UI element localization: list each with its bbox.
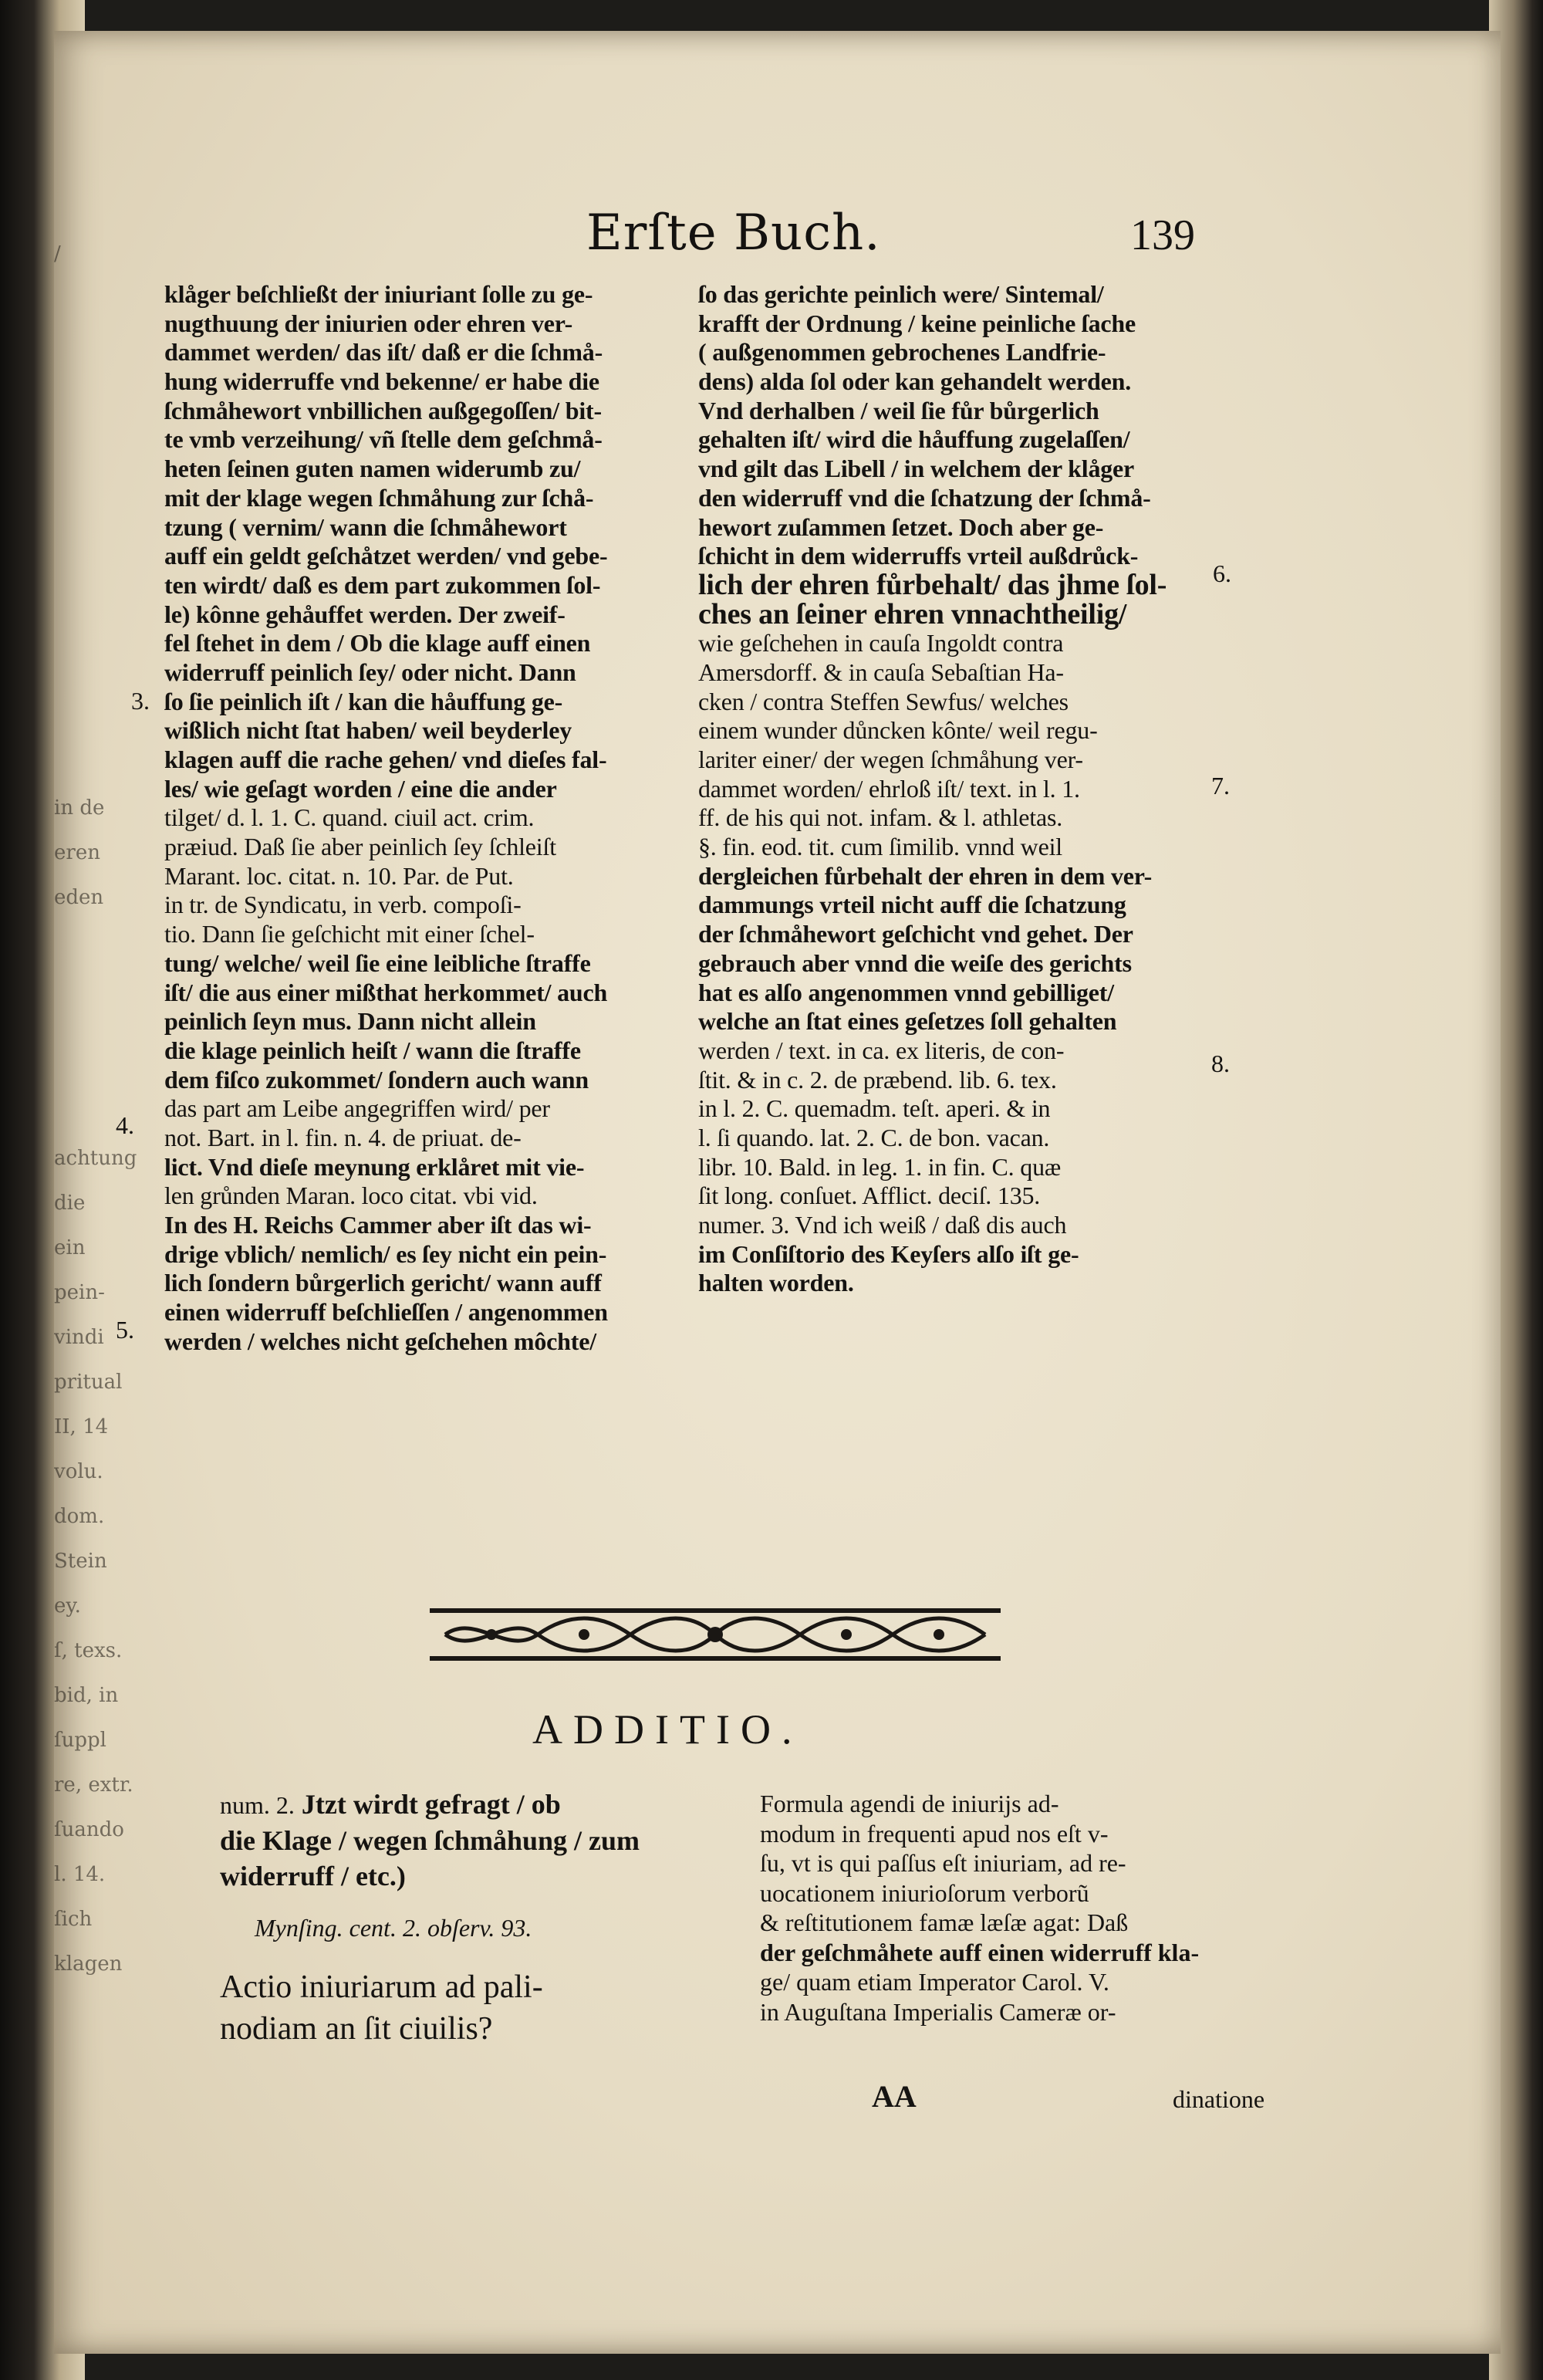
left-column-line: ſo ſie peinlich iſt / kan die håuffung ge- — [164, 687, 563, 715]
facing-margin-fragment: ey. — [54, 1594, 81, 1618]
facing-margin-fragment: in de — [54, 796, 105, 820]
left-column-line: fel ſtehet in dem / Ob die klage auff einen — [164, 629, 591, 658]
left-column-line: die klage peinlich heiſt / wann die ſtraffe — [164, 1036, 581, 1064]
addition-right-block — [760, 1789, 1269, 2027]
right-column-line: den widerruff vnd die ſchatzung der ſchmå- — [698, 483, 1151, 512]
addition-right-line: Formula agendi de iniurijs ad- — [760, 1790, 1059, 1817]
right-column-line: ff. de his qui not. infam. & l. athletas. — [698, 803, 1063, 832]
left-column-line: lich ſondern bůrgerlich gericht/ wann auff — [164, 1269, 602, 1297]
facing-margin-fragment: eden — [54, 886, 104, 909]
facing-margin-fragment: dom. — [54, 1505, 105, 1528]
signature-mark: AA — [872, 2079, 917, 2114]
margin-number-5: 5. — [116, 1316, 134, 1344]
right-column-line: numer. 3. Vnd ich weiß / daß dis auch — [698, 1211, 1067, 1239]
facing-margin-fragment: Stein — [54, 1550, 107, 1573]
right-column-line: hewort zuſammen ſetzet. Doch aber ge- — [698, 512, 1104, 541]
right-column-line: dammet worden/ ehrloß iſt/ text. in l. 1. — [698, 774, 1080, 803]
page-header — [54, 205, 1501, 289]
latin-question-2: nodiam an ſit ciuilis? — [220, 2011, 493, 2047]
left-column-line: mit der klage wegen ſchmåhung zur ſchå- — [164, 483, 594, 512]
addition-question-line2: die Klage / wegen ſchmåhung / zum — [220, 1825, 640, 1856]
right-column-line: dergleichen fůrbehalt der ehren in dem ver- — [698, 861, 1153, 890]
latin-question-1: Actio iniuriarum ad pali- — [220, 1969, 543, 2005]
right-column-line: hat es alſo angenommen vnnd gebilliget/ — [698, 978, 1114, 1006]
facing-margin-fragment: ſ, texs. — [54, 1639, 123, 1662]
facing-margin-fragment: bid, in — [54, 1684, 119, 1707]
addition-question-line3: widerruff / etc.) — [220, 1861, 406, 1891]
left-column-line: in tr. de Syndicatu, in verb. compoſi- — [164, 891, 522, 919]
right-column-line: krafft der Ordnung / keine peinliche ſache — [698, 309, 1136, 337]
left-column-line: klåger beſchließt der iniuriant ſolle zu ge- — [164, 280, 593, 308]
facing-margin-fragment: pritual — [54, 1371, 123, 1394]
right-column-line: §. fin. eod. tit. cum ſimilib. vnnd weil — [698, 833, 1062, 861]
right-column-line: l. ſi quando. lat. 2. C. de bon. vacan. — [698, 1123, 1050, 1151]
right-text-column — [698, 280, 1281, 1298]
left-column-line: not. Bart. in l. fin. n. 4. de priuat. de- — [164, 1123, 522, 1151]
page-number: 139 — [1130, 211, 1195, 259]
addition-question-line1 — [220, 1787, 752, 1823]
margin-number-4: 4. — [116, 1111, 134, 1139]
right-column-line: dens) alda ſol oder kan gehandelt werden. — [698, 367, 1132, 396]
left-column-line: tzung ( vernim/ wann die ſchmåhewort — [164, 512, 567, 541]
facing-margin-fragment: klagen — [54, 1952, 123, 1976]
right-column-line: der ſchmåhewort geſchicht vnd gehet. Der — [698, 920, 1133, 948]
facing-margin-fragment: ein — [54, 1236, 86, 1259]
addition-left-block — [220, 1787, 752, 2050]
left-column-line: dammet werden/ das iſt/ daß er die ſchmå- — [164, 338, 603, 367]
left-column-line: In des H. Reichs Cammer aber iſt das wi- — [164, 1211, 592, 1239]
margin-number-8: 8. — [1211, 1050, 1230, 1077]
facing-margin-fragment: eren — [54, 841, 100, 864]
addition-right-line: ſu, vt is qui paſſus eſt iniuriam, ad re- — [760, 1849, 1126, 1877]
addition-reference: Mynſing. cent. 2. obſerv. 93. — [255, 1914, 532, 1942]
catchword: dinatione — [1173, 2085, 1265, 2113]
num-label: num. 2. — [220, 1791, 295, 1819]
left-column-line: præiud. Daß ſie aber peinlich ſey ſchleiſt — [164, 833, 556, 861]
left-column-line: das part am Leibe angegriffen wird/ per — [164, 1094, 550, 1123]
running-title: Erſte Buch. — [586, 205, 881, 262]
book-page — [54, 31, 1501, 2354]
left-column-line: tio. Dann ſie geſchicht mit einer ſchel- — [164, 920, 535, 948]
margin-number-3: 3. — [131, 687, 150, 715]
left-column-line: les/ wie geſagt worden / eine die ander — [164, 774, 557, 803]
facing-margin-fragment: II, 14 — [54, 1415, 109, 1438]
right-column-line: ſit long. conſuet. Afflict. deciſ. 135. — [698, 1182, 1041, 1210]
right-column-line: lariter einer/ der wegen ſchmåhung ver- — [698, 745, 1083, 773]
left-column-line: hung widerruffe vnd bekenne/ er habe die — [164, 367, 599, 396]
left-column-line: lict. Vnd dieſe meynung erklåret mit vie- — [164, 1152, 585, 1181]
facing-margin-fragment: die — [54, 1192, 86, 1215]
question-text-1: Jtzt wirdt gefragt / ob — [301, 1789, 561, 1820]
right-column-line: wie geſchehen in cauſa Ingoldt contra — [698, 629, 1064, 658]
right-column-line: gehalten iſt/ wird die håuffung zugelaſſen/ — [698, 425, 1130, 454]
right-column-line: dammungs vrteil nicht auff die ſchatzung — [698, 891, 1126, 919]
left-column-line: auff ein geldt geſchåtzet werden/ vnd gebe- — [164, 542, 608, 570]
left-column-line: klagen auff die rache gehen/ vnd dieſes fal- — [164, 745, 607, 773]
left-column-line: Marant. loc. citat. n. 10. Par. de Put. — [164, 861, 514, 890]
left-text-column — [164, 280, 743, 1356]
left-column-line: te vmb verzeihung/ vñ ſtelle dem geſchmå- — [164, 425, 603, 454]
right-column-line: ſchicht in dem widerruffs vrteil außdrůck- — [698, 542, 1139, 570]
facing-margin-fragment: ſich — [54, 1908, 93, 1931]
right-column-line: halten worden. — [698, 1269, 854, 1297]
right-column-line: Vnd derhalben / weil ſie fůr bůrgerlich — [698, 396, 1099, 424]
addition-right-line: uocationem iniurioſorum verborũ — [760, 1878, 1089, 1907]
facing-margin-fragment: achtung — [54, 1147, 137, 1170]
right-column-line: in l. 2. C. quemadm. teſt. aperi. & in — [698, 1094, 1051, 1123]
left-column-line: iſt/ die aus einer mißthat herkommet/ auch — [164, 978, 608, 1006]
left-column-line: peinlich ſeyn mus. Dann nicht allein — [164, 1007, 536, 1036]
left-column-line: ſchmåhewort vnbillichen außgegoſſen/ bit- — [164, 396, 602, 424]
right-column-line: welche an ſtat eines geſetzes ſoll gehalten — [698, 1007, 1117, 1036]
addition-right-line: der geſchmåhete auff einen widerruff kla- — [760, 1938, 1200, 1966]
left-column-line: einen widerruff beſchlieſſen / angenommen — [164, 1298, 608, 1327]
right-column-line: Amersdorff. & in cauſa Sebaſtian Ha- — [698, 658, 1064, 686]
right-column-line: werden / text. in ca. ex literis, de con- — [698, 1036, 1065, 1064]
right-column-line: einem wunder důncken kônte/ weil regu- — [698, 716, 1098, 745]
right-column-line: ( außgenommen gebrochenes Landfrie- — [698, 338, 1106, 367]
facing-page-margin — [54, 232, 154, 1986]
left-column-line: tilget/ d. l. 1. C. quand. ciuil act. crim. — [164, 803, 535, 832]
left-column-line: drige vblich/ nemlich/ es ſey nicht ein pein- — [164, 1239, 607, 1268]
left-column-line: wißlich nicht ſtat haben/ weil beyderley — [164, 716, 572, 745]
addition-heading: ADDITIO. — [532, 1706, 803, 1753]
addition-right-line: in Auguſtana Imperialis Cameræ or- — [760, 1997, 1116, 2026]
margin-number-6: 6. — [1213, 560, 1231, 587]
left-column-line: ten wirdt/ daß es dem part zukommen ſol- — [164, 570, 601, 599]
right-column-line: lich der ehren fůrbehalt/ das jhme ſol- — [698, 568, 1167, 601]
left-column-line: widerruff peinlich ſey/ oder nicht. Dann — [164, 658, 576, 686]
facing-margin-fragment: / — [54, 242, 61, 265]
right-column-line: ſtit. & in c. 2. de præbend. lib. 6. tex. — [698, 1065, 1057, 1094]
right-column-line: ches an ſeiner ehren vnnachtheilig/ — [698, 597, 1127, 630]
left-column-line: tung/ welche/ weil ſie eine leibliche ſtraffe — [164, 948, 591, 977]
left-column-line: len grůnden Maran. loco citat. vbi vid. — [164, 1182, 538, 1210]
right-column-line: im Conſiſtorio des Keyſers alſo iſt ge- — [698, 1239, 1079, 1268]
left-column-line: le) kônne gehåuffet werden. Der zweif- — [164, 600, 566, 628]
right-column-line: cken / contra Steffen Sewfus/ welches — [698, 687, 1069, 715]
addition-right-line: ge/ quam etiam Imperator Carol. V. — [760, 1968, 1109, 1996]
facing-margin-fragment: ſuppl — [54, 1729, 106, 1752]
facing-margin-fragment: re, extr. — [54, 1773, 133, 1797]
left-column-line: dem fiſco zukommet/ ſondern auch wann — [164, 1065, 589, 1094]
left-column-line: heten ſeinen guten namen widerumb zu/ — [164, 455, 581, 483]
right-column-line: ſo das gerichte peinlich were/ Sintemal/ — [698, 280, 1104, 308]
right-column-line: libr. 10. Bald. in leg. 1. in fin. C. quæ — [698, 1152, 1062, 1181]
addition-right-line: & reſtitutionem famæ læſæ agat: Daß — [760, 1908, 1129, 1936]
margin-number-7: 7. — [1211, 772, 1230, 800]
facing-margin-fragment: ſuando — [54, 1818, 124, 1841]
addition-right-line: modum in frequenti apud nos eſt v- — [760, 1819, 1109, 1848]
facing-margin-fragment: volu. — [54, 1460, 103, 1483]
left-column-line: werden / welches nicht geſchehen môchte/ — [164, 1327, 596, 1355]
right-column-line: vnd gilt das Libell / in welchem der klåger — [698, 455, 1135, 483]
ornamental-divider — [430, 1605, 1001, 1664]
facing-margin-fragment: l. 14. — [54, 1863, 106, 1886]
facing-margin-fragment: pein- — [54, 1281, 105, 1304]
left-column-line: nugthuung der iniurien oder ehren ver- — [164, 309, 573, 337]
right-column-line: gebrauch aber vnnd die weiſe des gerichts — [698, 948, 1132, 977]
facing-margin-fragment: vindi — [54, 1326, 104, 1349]
